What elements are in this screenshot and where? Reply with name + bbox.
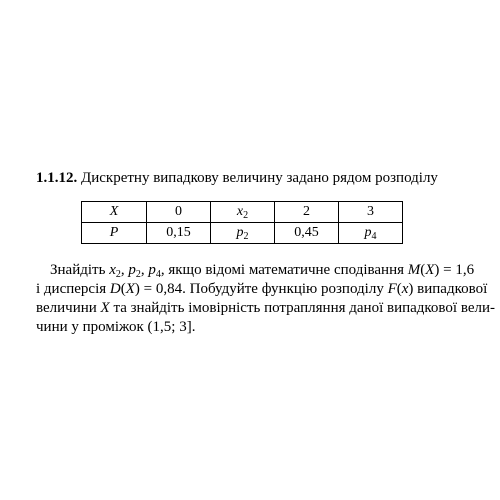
- subscript: 2: [243, 231, 249, 242]
- text: величини: [36, 300, 101, 316]
- variable: x: [236, 204, 244, 219]
- table-cell: 3: [339, 202, 403, 223]
- table-row: [82, 223, 403, 244]
- variable: x: [109, 262, 116, 278]
- text-line: [36, 261, 475, 280]
- table-cell: X: [82, 202, 147, 223]
- text: та знайдіть імовірність потрапляння даної випадкової вели-: [109, 300, 495, 316]
- subscript: 2: [115, 269, 121, 280]
- text-line: [36, 299, 495, 318]
- problem-statement: [36, 169, 466, 188]
- table-cell: [211, 223, 275, 244]
- subscript: 4: [155, 269, 161, 280]
- variable: p: [148, 262, 156, 278]
- variable: p: [236, 225, 244, 240]
- subscript: 2: [135, 269, 141, 280]
- variable: p: [128, 262, 136, 278]
- variable: D: [109, 281, 121, 297]
- text: , якщо відомі математичне сподівання: [160, 262, 408, 278]
- subscript: 4: [371, 231, 377, 242]
- variable: X: [125, 281, 135, 297]
- variable: X: [100, 300, 110, 316]
- text: чини у проміжок (1,5; 3].: [36, 319, 196, 335]
- text: (: [396, 281, 402, 297]
- problem-text: Дискретну випадкову величину задано рядом розподілу: [81, 170, 438, 186]
- variable: M: [407, 262, 421, 278]
- problem-number: 1.1.12.: [36, 170, 78, 186]
- text: ,: [120, 262, 129, 278]
- table-cell: 0: [147, 202, 211, 223]
- text: ,: [140, 262, 149, 278]
- variable: x: [401, 281, 409, 297]
- problem-heading: [36, 169, 466, 188]
- text: Знайдіть: [50, 262, 110, 278]
- text: ) = 1,6: [434, 262, 475, 278]
- table-cell: P: [82, 223, 147, 244]
- subscript: 2: [243, 210, 249, 221]
- problem-task: [36, 261, 495, 337]
- text: (: [420, 262, 426, 278]
- text: ) випадкової: [408, 281, 488, 297]
- table-cell: [211, 202, 275, 223]
- table-cell: 2: [275, 202, 339, 223]
- text: ) = 0,84. Побудуйте функцію розподілу: [134, 281, 388, 297]
- text: і дисперсія: [36, 281, 110, 297]
- distribution-table: [81, 201, 403, 244]
- variable: F: [387, 281, 397, 297]
- variable: X: [425, 262, 435, 278]
- table-cell: [339, 223, 403, 244]
- text: (: [120, 281, 126, 297]
- text-line: [36, 280, 488, 299]
- table-cell: 0,15: [147, 223, 211, 244]
- text-line: [36, 318, 470, 337]
- table-row: [82, 202, 403, 223]
- variable: p: [364, 225, 372, 240]
- table-cell: 0,45: [275, 223, 339, 244]
